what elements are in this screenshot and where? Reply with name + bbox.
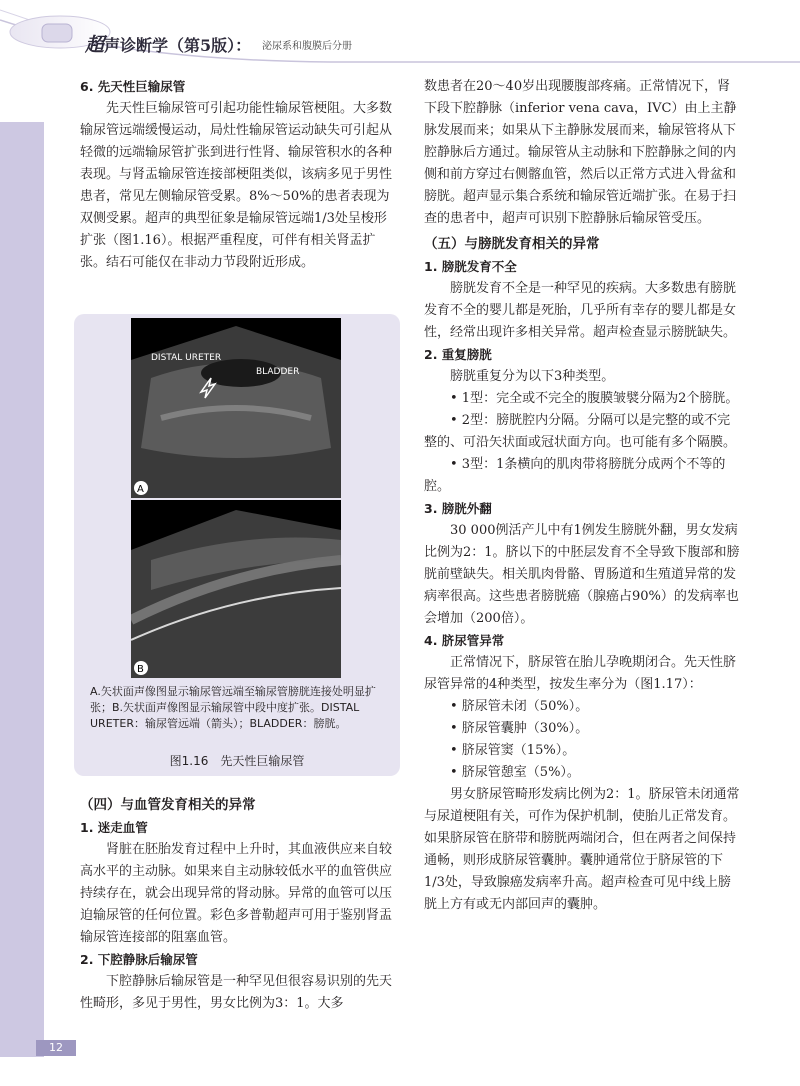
paragraph-urachal-details: 男女脐尿管畸形发病比例为2：1。脐尿管未闭通常与尿道梗阻有关，可作为保护机制，使胎儿正常发育。如果脐尿管在脐带和膀胱两端闭合，但在两者之间保持通畅，则形成脐尿管囊肿。囊肿通常位于脐尿管的下1/3处，导致腺癌发病率升高。超声检查可见中线上膀胱上方有或无内部回声的囊肿。 — [424, 787, 740, 912]
paragraph-aberrant-vessels: 肾脏在胚胎发育过程中上升时，其血液供应来自较高水平的主动脉。如果来自主动脉较低水平的血管供应持续存在，就会出现异常的肾动脉。异常的血管可以压迫输尿管的任何位置。彩色多普勒超声可用于鉴别肾盂输尿管连接部的阻塞血管。 — [80, 842, 393, 945]
figure-title: 图1.16 先天性巨输尿管 — [169, 754, 305, 768]
right-column — [424, 76, 740, 916]
section-heading-vascular: （四）与血管发育相关的异常 — [80, 797, 256, 813]
page-number: 12 — [36, 1040, 76, 1056]
heading-urachal-anomalies: 4. 脐尿管异常 — [424, 633, 505, 648]
paragraph-megaureter: 先天性巨输尿管可引起功能性输尿管梗阻。大多数输尿管远端缓慢运动，局灶性输尿管运动缺失可引起从轻微的远端输尿管扩张到进行性肾、输尿管积水的各种表现。与肾盂输尿管连接部梗阻类似，该病多见于男性患者，常见左侧输尿管受累。8%～50%的患者表现为双侧受累。超声的典型征象是输尿管远端1/3处呈梭形扩张（图1.16）。根据严重程度，可伴有相关肾盂扩张。结石可能仅在非动力节段附近形成。 — [80, 101, 393, 270]
paragraph-retrocaval-ureter: 下腔静脉后输尿管是一种罕见但很容易识别的先天性畸形，多见于男性，男女比例为3：1。大多 — [80, 974, 393, 1011]
ultrasound-image-b — [131, 500, 341, 678]
panel-label-b: B — [137, 664, 144, 675]
duplication-type-3: • 3型：1条横向的肌肉带将膀胱分成两个不等的腔。 — [424, 457, 726, 494]
duplication-type-2: • 2型：膀胱腔内分隔。分隔可以是完整的或不完整的、可沿矢状面或冠状面方向。也可能有多个隔膜。 — [424, 413, 737, 450]
side-tab — [0, 122, 44, 1057]
label-distal-ureter: DISTAL URETER — [151, 353, 222, 363]
heading-bladder-agenesis: 1. 膀胱发育不全 — [424, 259, 517, 274]
left-column — [80, 76, 398, 274]
heading-retrocaval-ureter: 2. 下腔静脉后输尿管 — [80, 952, 198, 967]
heading-bladder-duplication: 2. 重复膀胱 — [424, 347, 492, 362]
running-header-subtitle: 泌尿系和腹膜后分册 — [262, 41, 352, 52]
paragraph-urachal-anomalies: 正常情况下，脐尿管在胎儿孕晚期闭合。先天性脐尿管异常的4种类型，按发生率分为（图1.17）： — [424, 655, 737, 692]
duplication-type-1: • 1型：完全或不完全的腹膜皱襞分隔为2个膀胱。 — [450, 391, 739, 406]
urachal-type-patent: • 脐尿管未闭（50%）。 — [450, 699, 589, 714]
panel-label-a: A — [137, 484, 144, 495]
heading-aberrant-vessels: 1. 迷走血管 — [80, 820, 148, 835]
paragraph-retrocaval-continued: 数患者在20～40岁出现腰腹部疼痛。正常情况下，肾下段下腔静脉（inferior vena cava，IVC）由上主静脉发展而来；如果从下主静脉发展而来，输尿管将从下腔静脉后方通过。输尿管从主动脉和下腔静脉之间的内侧和前方穿过右侧髂血管，然后以正常方式进入骨盆和膀胱。超声显示集合系统和输尿管近端扩张。在易于扫查的患者中，超声可识别下腔静脉后输尿管受压。 — [424, 79, 737, 226]
ultrasound-image-a — [131, 318, 341, 498]
header-chao: 超 — [85, 34, 105, 56]
running-header-title — [85, 30, 251, 57]
urachal-type-cyst: • 脐尿管囊肿（30%）。 — [450, 721, 589, 736]
left-column-lower — [80, 793, 398, 1015]
section-heading-bladder: （五）与膀胱发育相关的异常 — [424, 236, 600, 252]
label-bladder: BLADDER — [256, 367, 300, 377]
header-title-text: 声诊断学（第5版）： — [104, 36, 252, 55]
urachal-type-sinus: • 脐尿管窦（15%）。 — [450, 743, 576, 758]
paragraph-bladder-exstrophy: 30 000例活产儿中有1例发生膀胱外翻，男女发病比例为2：1。脐以下的中胚层发育不全导致下腹部和膀胱前壁缺失。相关肌肉骨骼、胃肠道和生殖道异常的发病率很高。这些患者膀胱癌（腺癌占90%）的发病率也会增加（200倍）。 — [424, 523, 740, 626]
urachal-type-diverticulum: • 脐尿管憩室（5%）。 — [450, 765, 580, 780]
heading-congenital-megaureter: 6. 先天性巨输尿管 — [80, 79, 186, 94]
figure-caption: A.矢状面声像图显示输尿管远端至输尿管膀胱连接处明显扩张；B.矢状面声像图显示输尿管中段中度扩张。DISTAL URETER：输尿管远端（箭头）；BLADDER：膀胱。 — [90, 685, 376, 730]
heading-bladder-exstrophy: 3. 膀胱外翻 — [424, 501, 492, 516]
paragraph-bladder-agenesis: 膀胱发育不全是一种罕见的疾病。大多数患有膀胱发育不全的婴儿都是死胎，几乎所有幸存的婴儿都是女性，经常出现许多相关异常。超声检查显示膀胱缺失。 — [424, 281, 737, 340]
paragraph-bladder-duplication: 膀胱重复分为以下3种类型。 — [450, 369, 615, 384]
